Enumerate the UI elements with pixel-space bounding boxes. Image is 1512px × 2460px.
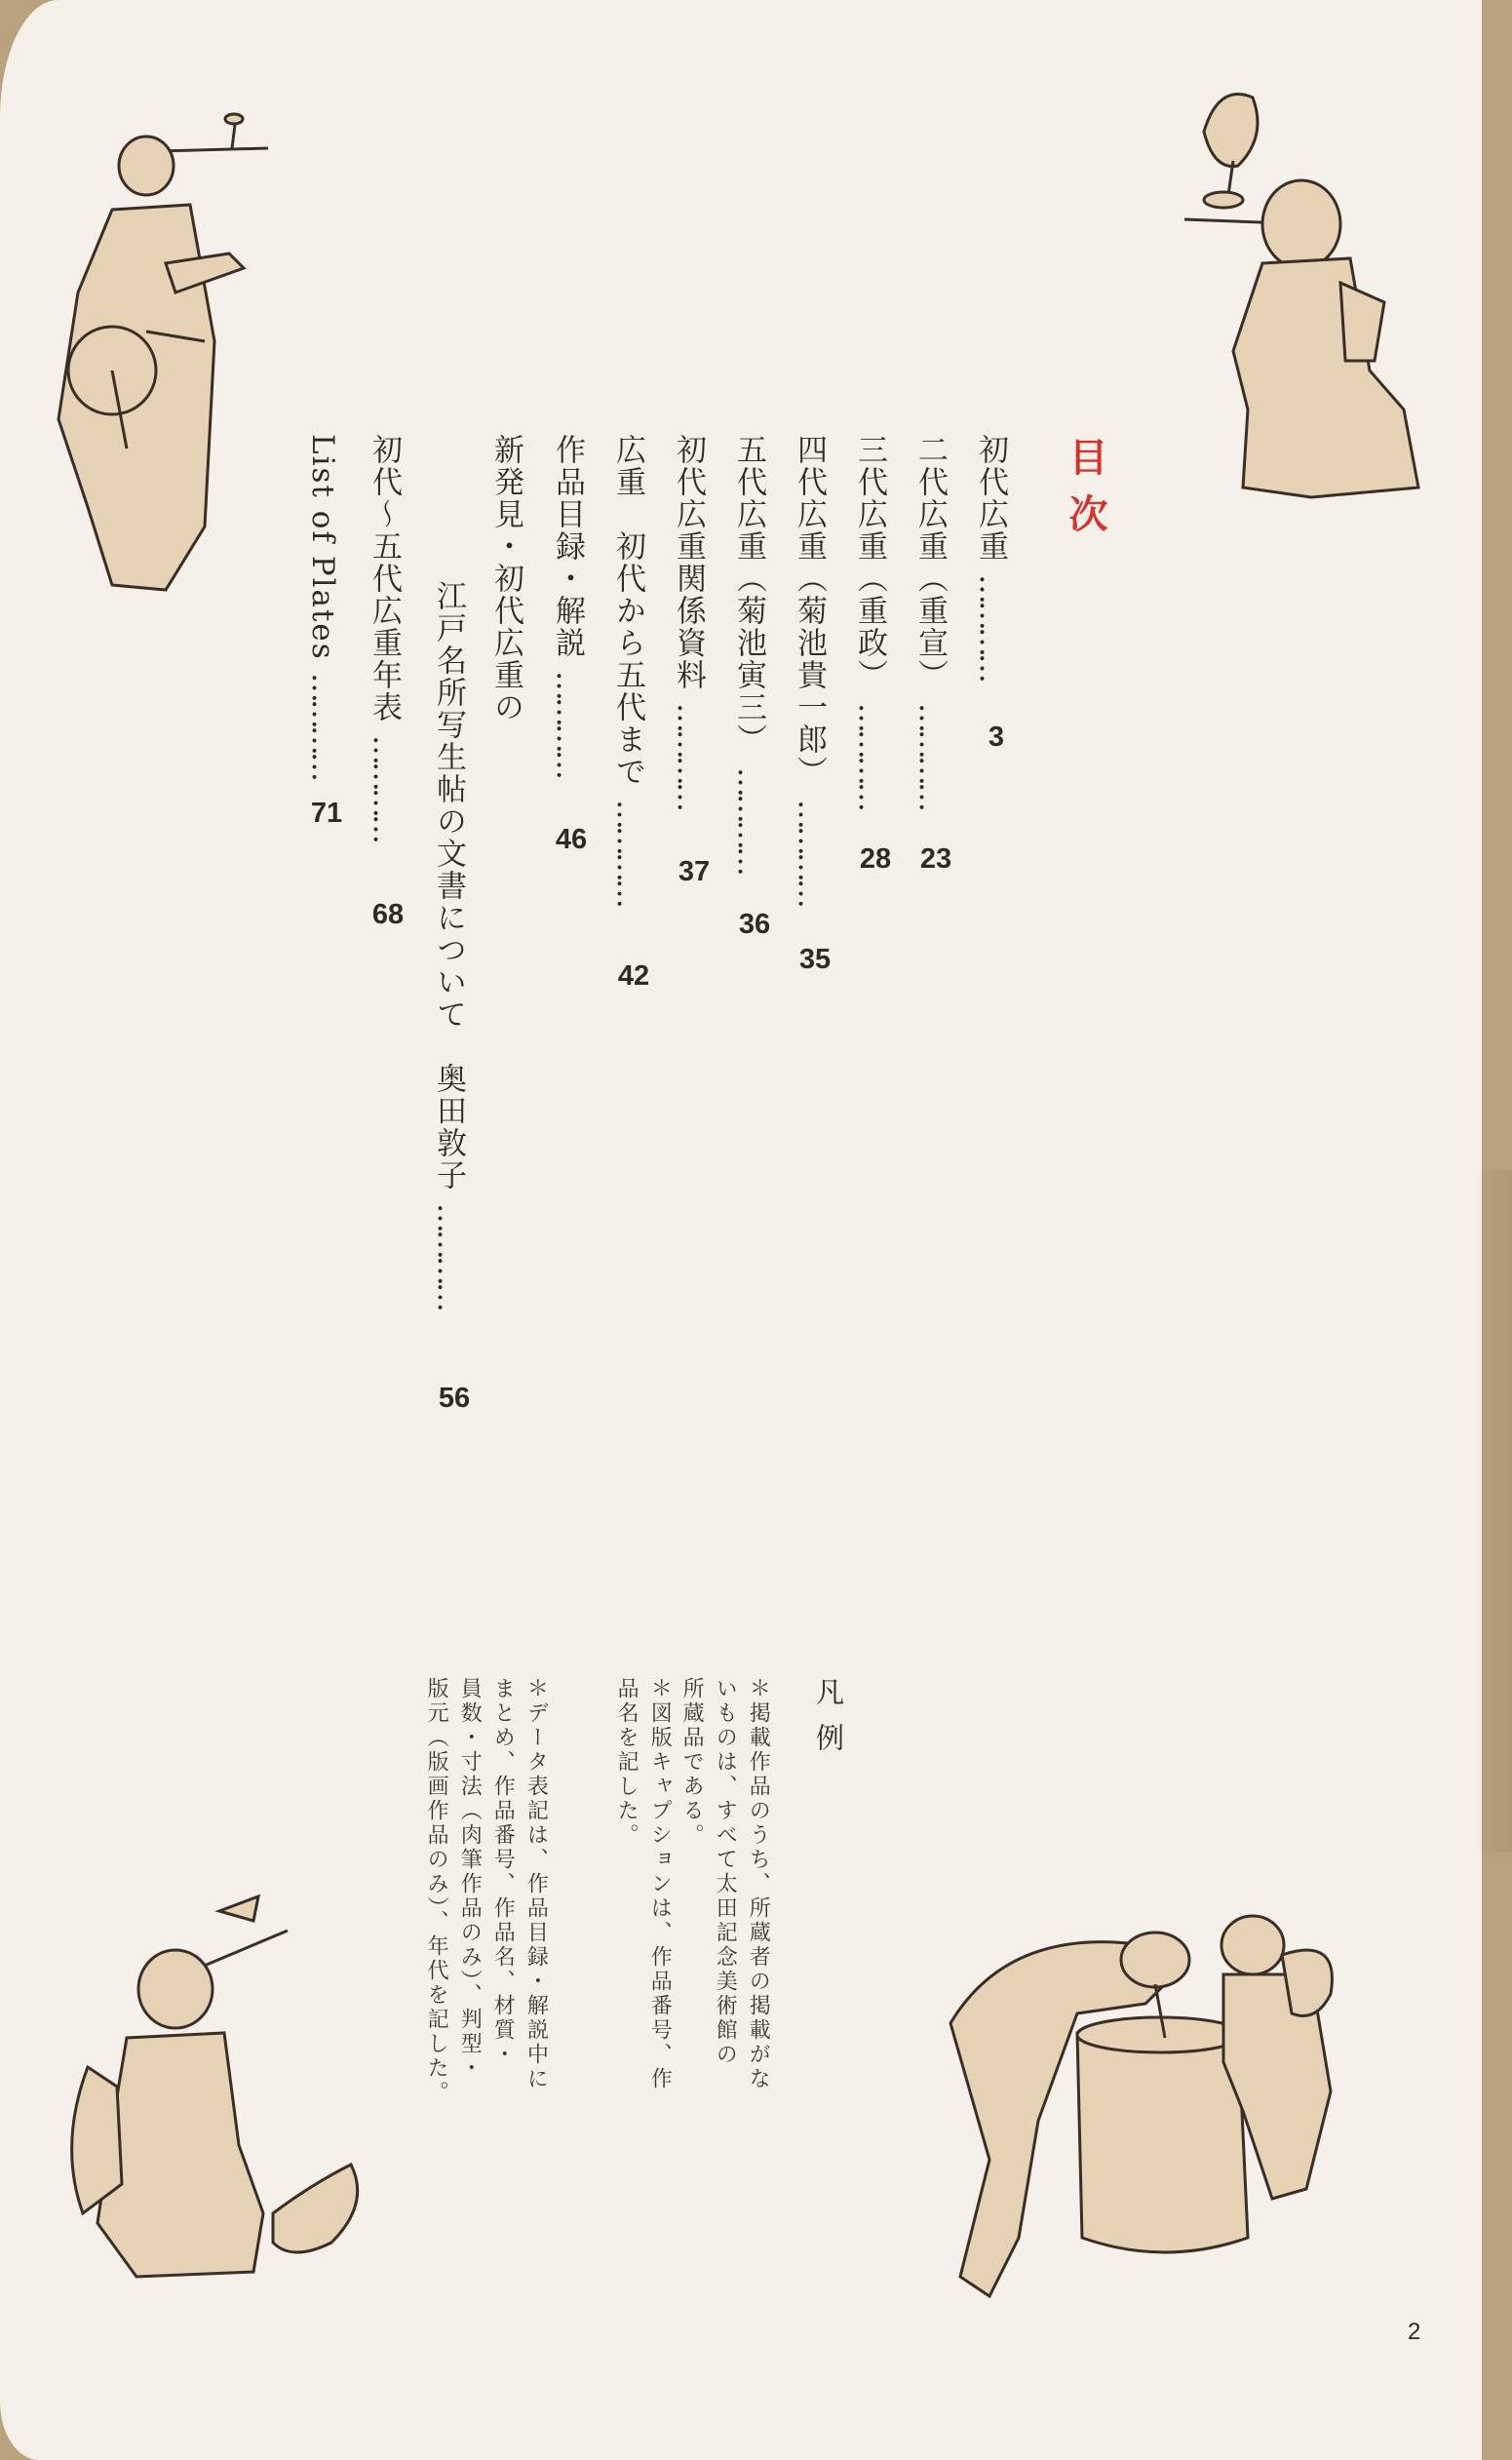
toc-entry-3[interactable] xyxy=(852,434,887,808)
seated-man-with-broom-illustration xyxy=(29,1892,390,2282)
toc-entry-title: 初代〜五代広重年表 xyxy=(367,434,402,723)
legend-line: 品名を記した。 xyxy=(614,1677,640,1848)
toc-dot-leader: ………… xyxy=(671,702,706,808)
toc-entry-title: 五代広重（菊池寅三） xyxy=(731,434,766,756)
toc-entry-title: 江戸名所写生帖の文書について 奥田敦子 xyxy=(431,580,466,1191)
toc-entry-title: 新発見・初代広重の xyxy=(488,434,523,723)
toc-entry-title: List of Plates xyxy=(305,434,340,661)
toc-page-number: 36 xyxy=(738,909,771,940)
mochi-pounding-figures-illustration xyxy=(931,1867,1350,2325)
toc-dot-leader: ………… xyxy=(852,702,887,808)
toc-page-number: 3 xyxy=(988,722,1005,753)
toc-entry-title: 広重 初代から五代まで xyxy=(610,434,645,788)
legend-title: 凡例 xyxy=(812,1677,845,1769)
toc-entry-title: 三代広重（重政） xyxy=(852,434,887,691)
legend-line: 所蔵品である。 xyxy=(679,1677,705,1848)
toc-page-number: 71 xyxy=(310,798,343,829)
toc-dot-leader: ………… xyxy=(792,799,827,905)
toc-page-number: 23 xyxy=(919,843,952,875)
legend-line: ＊掲載作品のうち、所蔵者の掲載がな xyxy=(746,1677,771,2091)
legend-line: 版元（版画作品のみ）、年代を記した。 xyxy=(424,1677,449,2105)
toc-title: 目次 xyxy=(1063,437,1107,550)
page-edge-shadow xyxy=(1473,1170,1512,1853)
toc-dot-leader: ………… xyxy=(305,672,340,778)
legend-line: まとめ、作品番号、作品名、材質・ xyxy=(490,1677,516,2067)
legend-note-1 xyxy=(675,1677,774,2091)
toc-page-number: 46 xyxy=(555,824,588,855)
toc-page-number: 35 xyxy=(798,944,832,975)
toc-page-number: 56 xyxy=(438,1383,471,1414)
toc-page-number: 37 xyxy=(678,856,711,887)
toc-entry-6[interactable] xyxy=(671,434,706,808)
toc-dot-leader: ………… xyxy=(431,1202,466,1308)
toc-dot-leader: ………… xyxy=(550,670,585,776)
long-nose-man-with-fan-illustration xyxy=(19,98,283,605)
legend-note-2 xyxy=(609,1677,676,2091)
toc-dot-leader: ………… xyxy=(367,734,402,840)
legend-line: いものは、すべて太田記念美術館の xyxy=(713,1677,738,2067)
toc-entry-9b[interactable] xyxy=(431,580,466,1308)
legend-line: ＊データ表記は、作品目録・解説中に xyxy=(523,1677,549,2091)
toc-entry-1[interactable] xyxy=(973,434,1008,680)
toc-entry-5[interactable] xyxy=(731,434,766,873)
toc-entry-7[interactable] xyxy=(610,434,645,905)
toc-entry-11[interactable] xyxy=(305,434,340,778)
toc-entry-title: 四代広重（菊池貴一郎） xyxy=(792,434,827,788)
toc-entry-title: 二代広重（重宣） xyxy=(912,434,948,691)
toc-entry-10[interactable] xyxy=(367,434,402,840)
toc-dot-leader: ………… xyxy=(973,573,1008,680)
toc-entry-title: 初代広重 xyxy=(973,434,1008,563)
toc-page-number: 42 xyxy=(617,960,650,992)
page-number: 2 xyxy=(1408,2319,1421,2345)
toc-entry-4[interactable] xyxy=(792,434,827,905)
toc-entry-8[interactable] xyxy=(550,434,585,776)
toc-entry-title: 初代広重関係資料 xyxy=(671,434,706,691)
toc-page-number: 28 xyxy=(859,843,892,875)
toc-dot-leader: ………… xyxy=(912,702,948,808)
legend-line: ＊図版キャプションは、作品番号、作 xyxy=(647,1677,673,2091)
seated-man-with-long-nose-illustration xyxy=(1165,78,1428,517)
toc-entry-9a[interactable] xyxy=(490,434,521,723)
legend-note-3 xyxy=(419,1677,552,2105)
toc-entry-2[interactable] xyxy=(912,434,948,808)
toc-entry-title: 作品目録・解説 xyxy=(550,434,585,659)
legend-line: 員数・寸法（肉筆作品のみ）、判型・ xyxy=(457,1677,483,2081)
toc-page-number: 68 xyxy=(371,899,405,930)
toc-dot-leader: ………… xyxy=(731,766,766,873)
toc-dot-leader: ………… xyxy=(610,799,645,905)
